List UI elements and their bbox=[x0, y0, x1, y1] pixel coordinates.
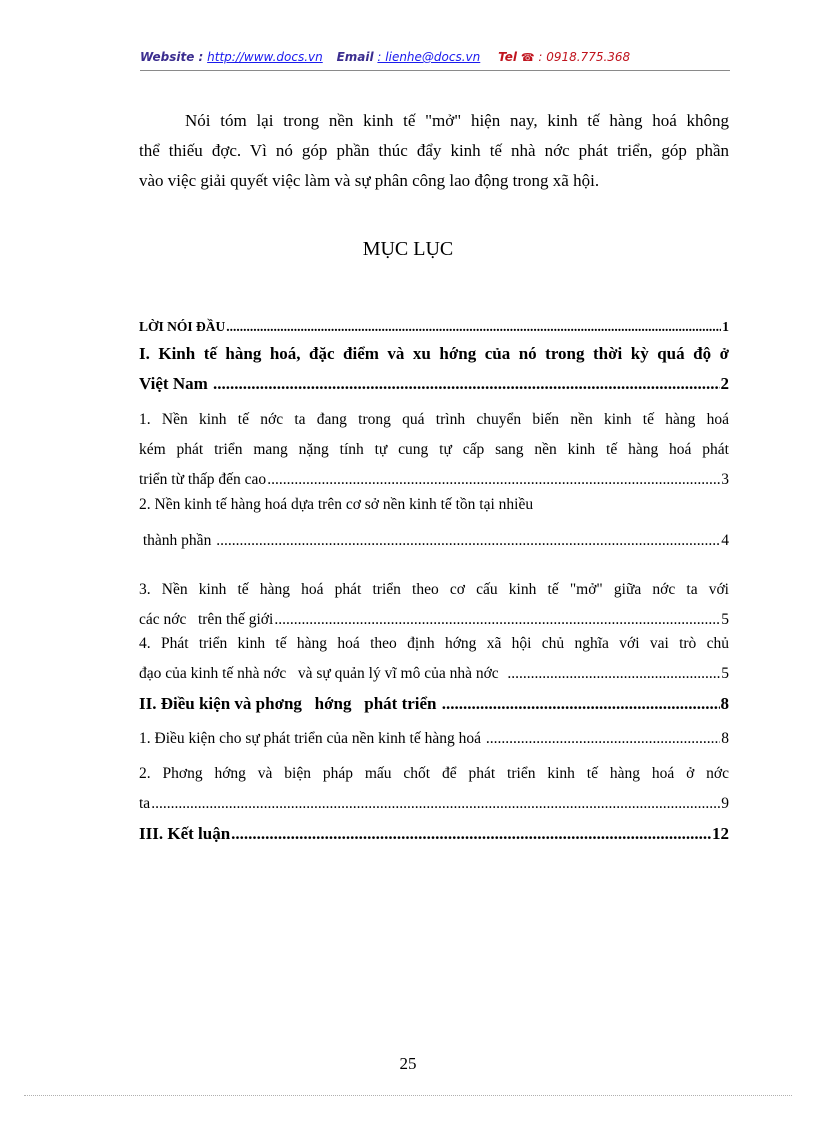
phone-icon: ☎ bbox=[520, 51, 535, 64]
leader-dots bbox=[226, 312, 721, 342]
toc-entry-2-2[interactable] bbox=[139, 759, 729, 819]
toc-page-number: 8 bbox=[721, 730, 729, 747]
toc-entry-2-1[interactable] bbox=[139, 724, 729, 754]
intro-line: thể thiếu đợc. Vì nó góp phần thúc đẩy kinh tế nhà nớc phát triển, góp phần bbox=[139, 141, 729, 160]
leader-dots bbox=[486, 724, 720, 754]
toc-title: MỤC LỤC bbox=[362, 238, 454, 260]
footer-divider bbox=[24, 1095, 792, 1096]
toc-page-number: 8 bbox=[720, 694, 729, 713]
toc-entry-text: 1. Nền kinh tế nớc ta đang trong quá trình chuyển biến nền kinh tế hàng hoá bbox=[139, 411, 729, 428]
toc-entry-section-3[interactable] bbox=[139, 819, 729, 849]
leader-dots bbox=[231, 819, 711, 849]
toc-page-number: 12 bbox=[712, 824, 729, 843]
toc-entry-text: LỜI NÓI ĐẦU bbox=[139, 319, 226, 334]
toc-entry-text: I. Kinh tế hàng hoá, đặc điểm và xu hớng của nó trong thời kỳ quá độ ở bbox=[139, 344, 729, 363]
page-header bbox=[140, 50, 730, 71]
intro-paragraph bbox=[139, 106, 729, 196]
toc-entry-text: 2. Phơng hớng và biện pháp mấu chốt để phát triển kinh tế hàng hoá ở nớc bbox=[139, 765, 729, 782]
toc-entry-text: triển từ thấp đến cao bbox=[139, 471, 267, 488]
toc-entry-text: kém phát triển mang nặng tính tự cung tự cấp sang nền kinh tế hàng hoá phát bbox=[139, 441, 729, 458]
toc-entry-text: III. Kết luận bbox=[139, 824, 231, 843]
toc-page-number: 4 bbox=[721, 532, 729, 549]
toc-entry-text: 2. Nền kinh tế hàng hoá dựa trên cơ sở nền kinh tế tồn tại nhiều bbox=[139, 496, 534, 513]
toc-entry-1-1[interactable] bbox=[139, 405, 729, 495]
leader-dots bbox=[507, 659, 720, 689]
leader-dots bbox=[213, 369, 719, 399]
toc-entry-1-2[interactable] bbox=[139, 490, 729, 556]
toc-entry-1-3[interactable] bbox=[139, 575, 729, 635]
toc-page-number: 2 bbox=[720, 374, 729, 393]
toc-page-number: 5 bbox=[721, 665, 729, 682]
leader-dots bbox=[151, 789, 720, 819]
toc-entry-text: 4. Phát triển kinh tế hàng hoá theo định hớng xã hội chủ nghĩa với vai trò chủ bbox=[139, 635, 729, 652]
tel-value: : 0918.775.368 bbox=[538, 50, 631, 64]
website-link[interactable]: http://www.docs.vn bbox=[207, 50, 323, 64]
toc-entry-text: 1. Điều kiện cho sự phát triển của nền kinh tế hàng hoá bbox=[139, 730, 485, 747]
intro-line: vào việc giải quyết việc làm và sự phân công lao động trong xã hội. bbox=[139, 171, 600, 190]
page-number: 25 bbox=[399, 1054, 417, 1073]
toc-entry-text: thành phần bbox=[139, 532, 216, 549]
website-label: Website : bbox=[140, 50, 204, 64]
leader-dots bbox=[442, 689, 720, 719]
toc-entry-preface[interactable] bbox=[139, 312, 729, 342]
email-label: Email bbox=[336, 50, 374, 64]
toc-entry-1-4[interactable] bbox=[139, 629, 729, 689]
leader-dots bbox=[216, 526, 720, 556]
toc-page-number: 5 bbox=[721, 611, 729, 628]
intro-line: Nói tóm lại trong nền kinh tế "mở" hiện nay, kinh tế hàng hoá không bbox=[185, 111, 729, 130]
toc-entry-text: II. Điều kiện và phơng hớng phát triển bbox=[139, 694, 441, 713]
toc-entry-section-2[interactable] bbox=[139, 689, 729, 719]
toc-entry-text: 3. Nền kinh tế hàng hoá phát triển theo cơ cấu kinh tế "mở" giữa nớc ta với bbox=[139, 581, 729, 598]
toc-entry-text: ta bbox=[139, 795, 151, 812]
toc-entry-text: Việt Nam bbox=[139, 374, 213, 393]
toc-entry-text: các nớc trên thế giới bbox=[139, 611, 274, 628]
email-link[interactable]: : lienhe@docs.vn bbox=[377, 50, 481, 64]
toc-entry-section-1[interactable] bbox=[139, 339, 729, 399]
toc-page-number: 9 bbox=[721, 795, 729, 812]
toc-entry-text: đạo của kinh tế nhà nớc và sự quản lý vĩ mô của nhà nớc bbox=[139, 665, 507, 682]
toc-page-number: 3 bbox=[721, 471, 729, 488]
tel-label: Tel bbox=[498, 50, 517, 64]
toc-page-number: 1 bbox=[722, 319, 729, 334]
